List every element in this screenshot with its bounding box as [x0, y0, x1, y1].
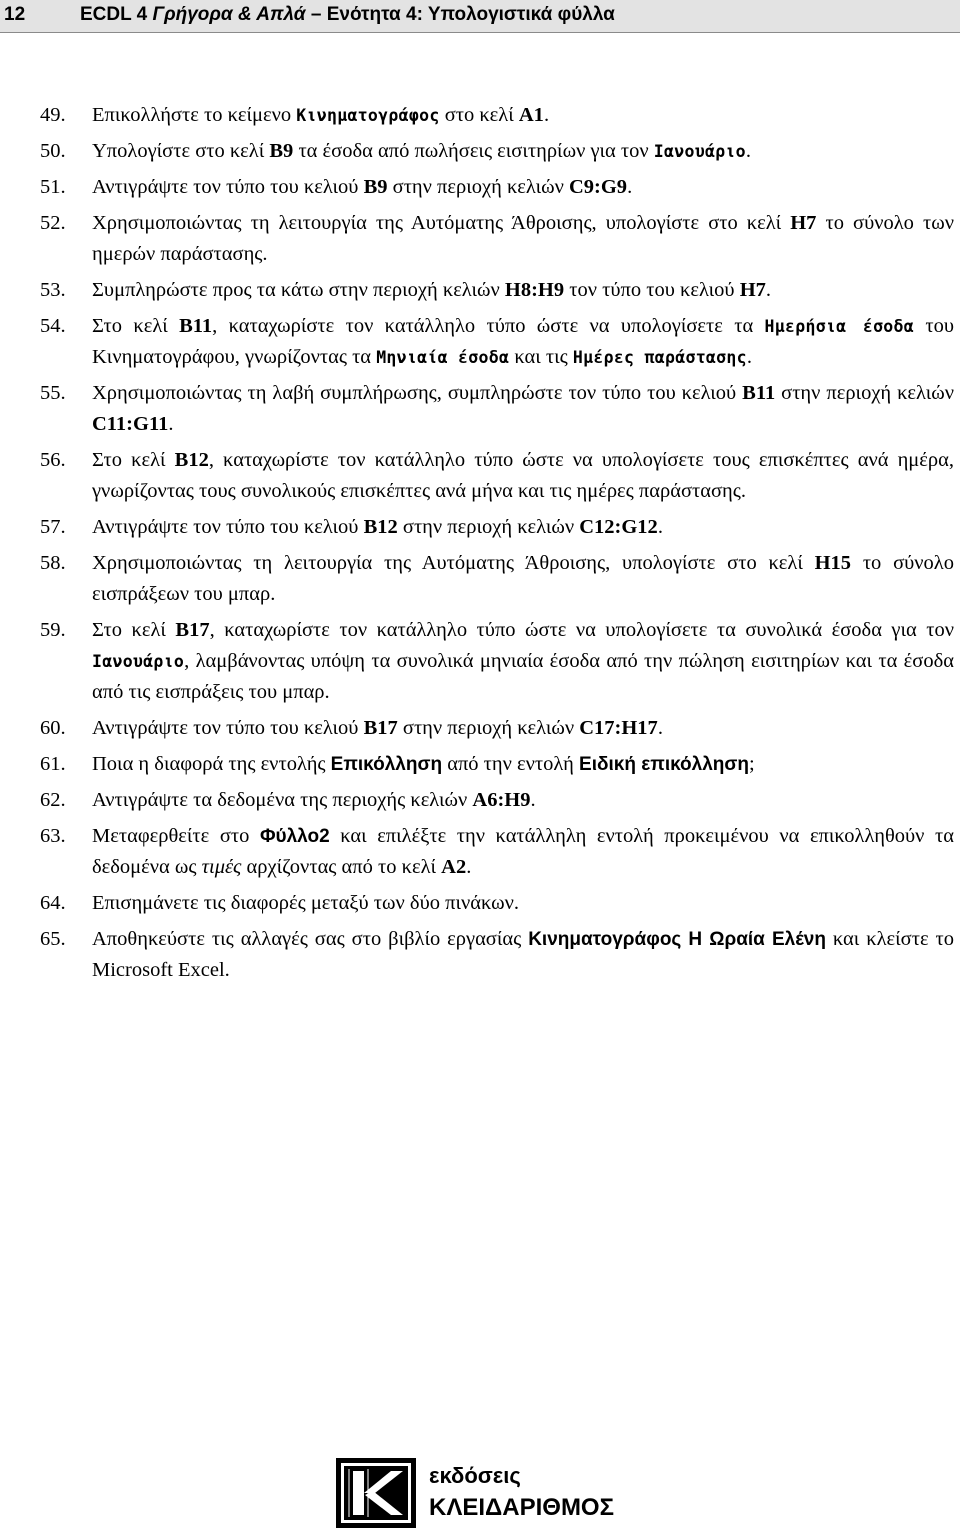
exercise-text: . [168, 413, 174, 435]
exercise-text: . [765, 279, 772, 301]
exercise-number: 55. [40, 382, 66, 404]
exercise-number: 49. [40, 104, 66, 126]
exercise-text: Αντιγράψτε τον τύπο του κελιού [92, 516, 364, 538]
exercise-item [0, 615, 960, 708]
publisher-name-line2: ΚΛΕΙΔΑΡΙΘΜΟΣ [429, 1494, 615, 1521]
exercise-text: Χρησιμοποιώντας τη λειτουργία της Αυτόματης Άθροισης, υπολογίστε στο κελί [92, 212, 791, 234]
exercise-text: . [745, 140, 752, 162]
exercise-item [0, 821, 960, 883]
emphasis-text: H15 [814, 552, 852, 574]
exercise-text: Χρησιμοποιώντας τη λαβή συμπλήρωσης, συμπληρώστε τον τύπο του κελιού [92, 382, 743, 404]
exercise-text: , καταχωρίστε τον κατάλληλο τύπο ώστε να υπολογίσετε τους επισκέπτες ανά ημέρα, γνωρίζοντας τους συνολικούς επισκέπτες ανά μήνα και τις ημέρες παράστασης. [92, 449, 954, 502]
exercise-item [0, 136, 960, 167]
exercise-number: 60. [40, 717, 66, 739]
emphasis-text: B12 [174, 449, 209, 471]
exercise-text: στην περιοχή κελιών [397, 516, 580, 538]
emphasis-text: C11:G11 [92, 413, 169, 435]
exercise-text: . [746, 346, 752, 368]
exercise-text: . [627, 176, 633, 198]
exercise-number: 64. [40, 892, 66, 914]
exercise-text: . [657, 516, 663, 538]
exercise-number: 57. [40, 516, 66, 538]
emphasis-text: Ημέρες παράστασης [572, 348, 747, 367]
emphasis-text: B17 [175, 619, 210, 641]
exercise-text: Αποθηκεύστε τις αλλαγές σας στο βιβλίο εργασίας [92, 928, 529, 950]
exercise-text: το σύνολο των ημερών παράστασης. [92, 212, 954, 265]
exercise-item [0, 208, 960, 270]
emphasis-text: Ειδική επικόλληση [579, 754, 750, 775]
exercise-text: τα έσοδα από πωλήσεις εισιτηρίων για τον [293, 140, 654, 162]
running-title-italic: Γρήγορα & Απλά [152, 4, 306, 25]
emphasis-text: A2 [441, 856, 467, 878]
emphasis-text: B11 [742, 382, 776, 404]
exercise-item [0, 548, 960, 610]
exercise-text: και τις [509, 346, 573, 368]
emphasis-text: B12 [363, 516, 398, 538]
running-title [80, 4, 615, 26]
exercise-text: στην περιοχή κελιών [387, 176, 569, 198]
exercise-text: Στο κελί [92, 619, 176, 641]
page-number: 12 [4, 4, 26, 25]
page-header [0, 0, 960, 33]
exercise-text: Χρησιμοποιώντας τη λειτουργία της Αυτόματης Άθροισης, υπολογίστε στο κελί [92, 552, 815, 574]
emphasis-text: Ιανουάριο [653, 142, 746, 161]
exercise-text: Μεταφερθείτε στο [92, 825, 260, 847]
publisher-logo-mark-icon [335, 1457, 417, 1529]
exercise-number: 58. [40, 552, 66, 574]
exercise-text: αρχίζοντας από το κελί [241, 856, 442, 878]
exercise-text: ; [749, 753, 755, 775]
exercise-text: και επιλέξτε την κατάλληλη εντολή προκειμένου να επικολληθούν τα δεδομένα ως [92, 825, 954, 878]
exercise-text: Ποια η διαφορά της εντολής [92, 753, 331, 775]
exercise-text: το σύνολο εισπράξεων του μπαρ. [92, 552, 954, 605]
exercise-item [0, 924, 960, 986]
exercise-text: στην περιοχή κελιών [775, 382, 954, 404]
exercise-text: από την εντολή [442, 753, 580, 775]
exercise-text: του Κινηματογράφου, γνωρίζοντας τα [92, 315, 954, 368]
exercise-number: 50. [40, 140, 66, 162]
exercise-item [0, 100, 960, 131]
exercise-text: Αντιγράψτε τον τύπο του κελιού [92, 717, 364, 739]
exercise-text: Συμπληρώστε προς τα κάτω στην περιοχή κελιών [92, 279, 505, 301]
emphasis-text: C12:G12 [579, 516, 658, 538]
publisher-logo [335, 1457, 655, 1535]
emphasis-text: B9 [363, 176, 388, 198]
exercise-item [0, 378, 960, 440]
exercise-text: Αντιγράψτε τον τύπο του κελιού [92, 176, 364, 198]
exercise-text: , λαμβάνοντας υπόψη τα συνολικά μηνιαία έσοδα από την πώληση εισιτηρίων και τα έσοδα από τις εισπράξεις του μπαρ. [92, 650, 954, 703]
exercise-item [0, 749, 960, 780]
exercise-text: και κλείστε το Microsoft Excel. [92, 928, 954, 981]
exercise-number: 59. [40, 619, 66, 641]
emphasis-text: Φύλλο2 [259, 826, 330, 847]
exercise-item [0, 445, 960, 507]
exercise-item [0, 172, 960, 203]
exercise-text: . [657, 717, 663, 739]
exercise-number: 53. [40, 279, 66, 301]
exercise-text: Στο κελί [92, 315, 180, 337]
exercise-number: 56. [40, 449, 66, 471]
exercise-text: Στο κελί [92, 449, 175, 471]
exercise-item [0, 311, 960, 373]
exercise-number: 62. [40, 789, 66, 811]
exercise-number: 52. [40, 212, 66, 234]
exercise-text: στο κελί [439, 104, 519, 126]
exercise-item [0, 512, 960, 543]
emphasis-text: Επικόλληση [330, 754, 443, 775]
publisher-name-line1: εκδόσεις [429, 1463, 521, 1488]
emphasis-text: A6:H9 [472, 789, 531, 811]
exercise-text: , καταχωρίστε τον κατάλληλο τύπο ώστε να υπολογίσετε τα συνολικά έσοδα για τον [209, 619, 954, 641]
emphasis-text: H8:H9 [504, 279, 565, 301]
emphasis-text: B11 [179, 315, 213, 337]
exercise-text: . [466, 856, 472, 878]
exercise-item [0, 785, 960, 816]
exercise-number: 63. [40, 825, 66, 847]
exercise-text: Υπολογίστε στο κελί [92, 140, 270, 162]
exercise-number: 61. [40, 753, 66, 775]
exercise-text: , καταχωρίστε τον κατάλληλο τύπο ώστε να υπολογίσετε τα [212, 315, 765, 337]
exercise-item [0, 888, 960, 919]
exercise-text: . [543, 104, 550, 126]
exercise-number: 54. [40, 315, 66, 337]
emphasis-text: Κινηματογράφος Η Ωραία Ελένη [528, 929, 826, 950]
emphasis-text: Ημερήσια έσοδα [764, 317, 915, 336]
emphasis-text: H7 [790, 212, 817, 234]
running-title-suffix: – Ενότητα 4: Υπολογιστικά φύλλα [305, 4, 615, 25]
exercise-text: Επισημάνετε τις διαφορές μεταξύ των δύο πινάκων. [92, 892, 520, 914]
exercise-list [0, 100, 960, 991]
exercise-text: . [530, 789, 536, 811]
emphasis-text: τιμές [201, 856, 242, 878]
exercise-text: στην περιοχή κελιών [397, 717, 580, 739]
emphasis-text: Ιανουάριο [92, 652, 185, 671]
emphasis-text: H7 [739, 279, 766, 301]
exercise-text: Αντιγράψτε τα δεδομένα της περιοχής κελιών [92, 789, 473, 811]
emphasis-text: C17:H17 [579, 717, 658, 739]
exercise-text: Επικολλήστε το κείμενο [92, 104, 297, 126]
emphasis-text: C9:G9 [568, 176, 628, 198]
exercise-number: 51. [40, 176, 66, 198]
emphasis-text: B9 [269, 140, 294, 162]
exercise-item [0, 713, 960, 744]
emphasis-text: B17 [363, 717, 398, 739]
emphasis-text: A1 [518, 104, 544, 126]
exercise-text: τον τύπο του κελιού [564, 279, 740, 301]
exercise-item [0, 275, 960, 306]
emphasis-text: Κινηματογράφος [296, 106, 440, 125]
exercise-number: 65. [40, 928, 66, 950]
emphasis-text: Μηνιαία έσοδα [376, 348, 510, 367]
running-title-prefix: ECDL 4 [80, 4, 153, 25]
